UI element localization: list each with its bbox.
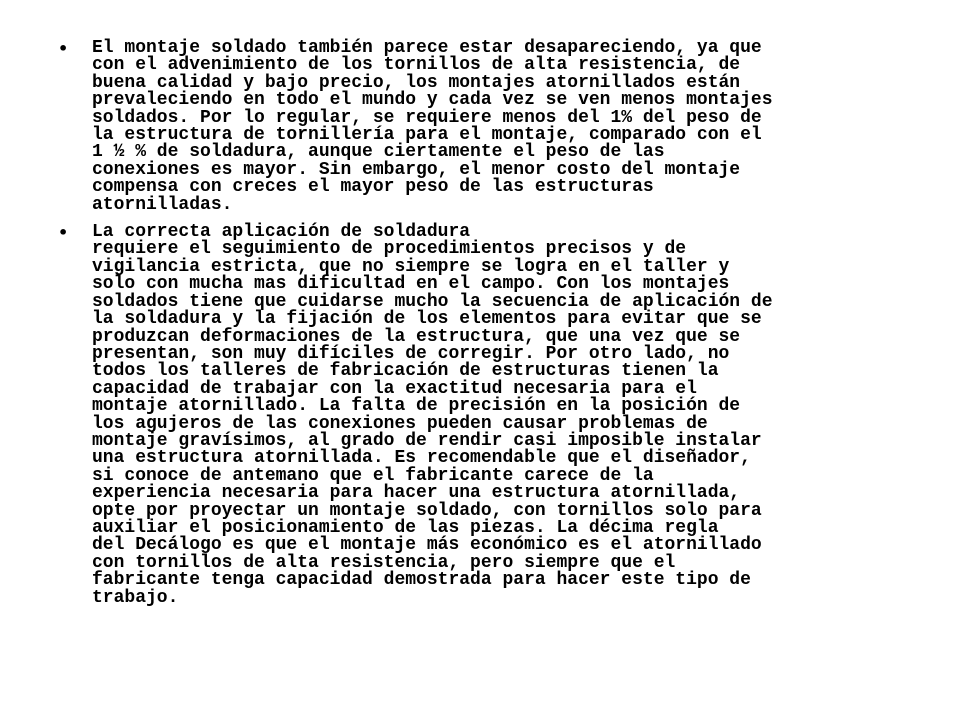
bullet-icon: • [58,223,69,243]
bullet-text-2: La correcta aplicación de soldadura requiere el seguimiento de procedimientos precisos y de vigilancia estricta, que no siempre se logra en el taller y solo con mucha mas dificultad en el campo. Con los montajes soldados tiene que cuidarse mucho la secuencia de aplicación de la soldadura y la fijación de los elementos para evitar que se produzcan deformaciones de la estructura, que una vez que se presentan, son muy difíciles de corregir. Por otro lado, no todos los talleres de fabricación de estructuras tienen la capacidad de trabajar con la exactitud necesaria para el montaje atornillado. La falta de precisión en la posición de los agujeros de las conexiones pueden causar problemas de montaje gravísimos, al grado de rendir casi imposible instalar una estructura atornillada. Es recomendable que el diseñador, si conoce de antemano que el fabricante carece de la experiencia necesaria para hacer una estructura atornillada, opte por proyectar un montaje soldado, con tornillos solo para auxiliar el posicionamiento de las piezas. La décima regla del Decálogo es que el montaje más económico es el atornillado con tornillos de alta resistencia, pero siempre que el fabricante tenga capacidad demostrada para hacer este tipo de trabajo. [92,222,773,608]
bullet-icon: • [58,39,69,58]
bullet-item-1 [58,40,918,214]
bullet-item-2 [58,224,918,607]
bullet-text-1: El montaje soldado también parece estar desapareciendo, ya que con el advenimiento de los tornillos de alta resistencia, de buena calidad y bajo precio, los montajes atornillados están prevaleciendo en todo el mundo y cada vez se ven menos montajes soldados. Por lo regular, se requiere menos del 1% del peso de la estructura de tornillería para el montaje, comparado con el 1 ½ % de soldadura, aunque ciertamente el peso de las conexiones es mayor. Sin embargo, el menor costo del montaje compensa con creces el mayor peso de las estructuras atornilladas. [92,38,773,215]
bullet-list [58,40,918,617]
